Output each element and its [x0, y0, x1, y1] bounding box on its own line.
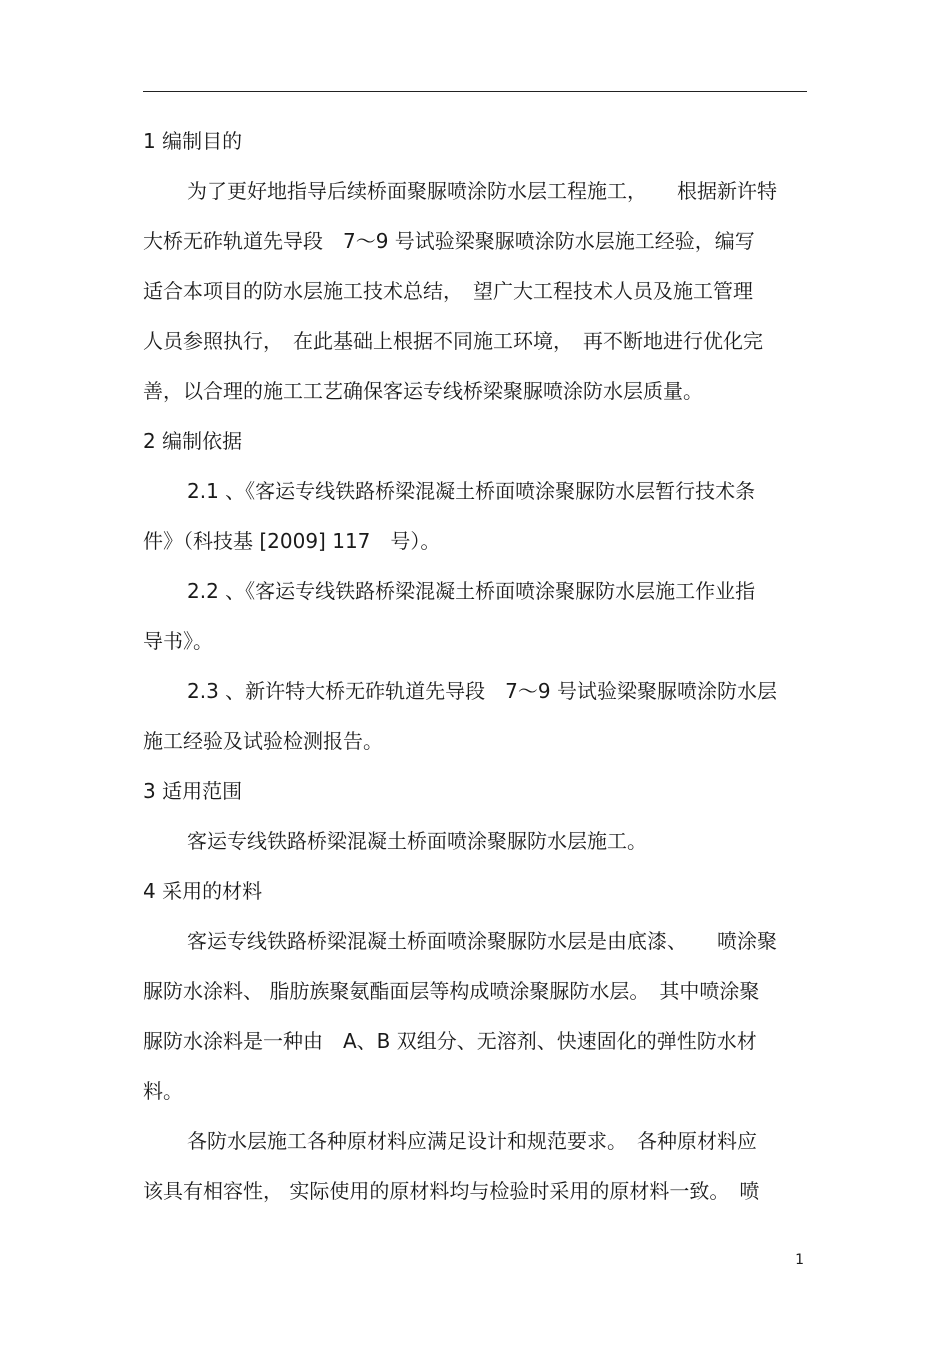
- section-heading: 4 采用的材料: [143, 879, 263, 903]
- text-line: 2.3 、新许特大桥无砟轨道先导段 7～9 号试验梁聚脲喷涂防水层: [187, 679, 777, 703]
- text-line: 善，以合理的施工工艺确保客运专线桥梁聚脲喷涂防水层质量。: [143, 379, 703, 403]
- section-heading: 3 适用范围: [143, 779, 243, 803]
- text-line: 客运专线铁路桥梁混凝土桥面喷涂聚脲防水层是由底漆、 喷涂聚: [187, 929, 777, 953]
- text-line: 脲防水涂料、 脂肪族聚氨酯面层等构成喷涂聚脲防水层。 其中喷涂聚: [143, 979, 760, 1003]
- text-line: 件》（科技基 [2009] 117 号）。: [143, 529, 441, 553]
- header-rule: [143, 91, 807, 92]
- text-line: 大桥无砟轨道先导段 7～9 号试验梁聚脲喷涂防水层施工经验，编写: [143, 229, 755, 253]
- page-number: 1: [795, 1252, 804, 1268]
- text-line: 适合本项目的防水层施工技术总结， 望广大工程技术人员及施工管理: [143, 279, 753, 303]
- text-line: 导书》。: [143, 629, 213, 653]
- text-line: 客运专线铁路桥梁混凝土桥面喷涂聚脲防水层施工。: [187, 829, 647, 853]
- section-heading: 1 编制目的: [143, 129, 243, 153]
- text-line: 该具有相容性， 实际使用的原材料均与检验时采用的原材料一致。 喷: [143, 1179, 760, 1203]
- document-body: [143, 116, 807, 1216]
- section-heading: 2 编制依据: [143, 429, 243, 453]
- text-line: 2.2 、《客运专线铁路桥梁混凝土桥面喷涂聚脲防水层施工作业指: [187, 579, 756, 603]
- text-line: 各防水层施工各种原材料应满足设计和规范要求。 各种原材料应: [187, 1129, 757, 1153]
- text-line: 人员参照执行， 在此基础上根据不同施工环境， 再不断地进行优化完: [143, 329, 763, 353]
- text-line: 料。: [143, 1079, 183, 1103]
- text-line: 脲防水涂料是一种由 A、B 双组分、无溶剂、快速固化的弹性防水材: [143, 1029, 757, 1053]
- text-line: 2.1 、《客运专线铁路桥梁混凝土桥面喷涂聚脲防水层暂行技术条: [187, 479, 756, 503]
- text-line: 施工经验及试验检测报告。: [143, 729, 383, 753]
- text-line: 为了更好地指导后续桥面聚脲喷涂防水层工程施工， 根据新许特: [187, 179, 777, 203]
